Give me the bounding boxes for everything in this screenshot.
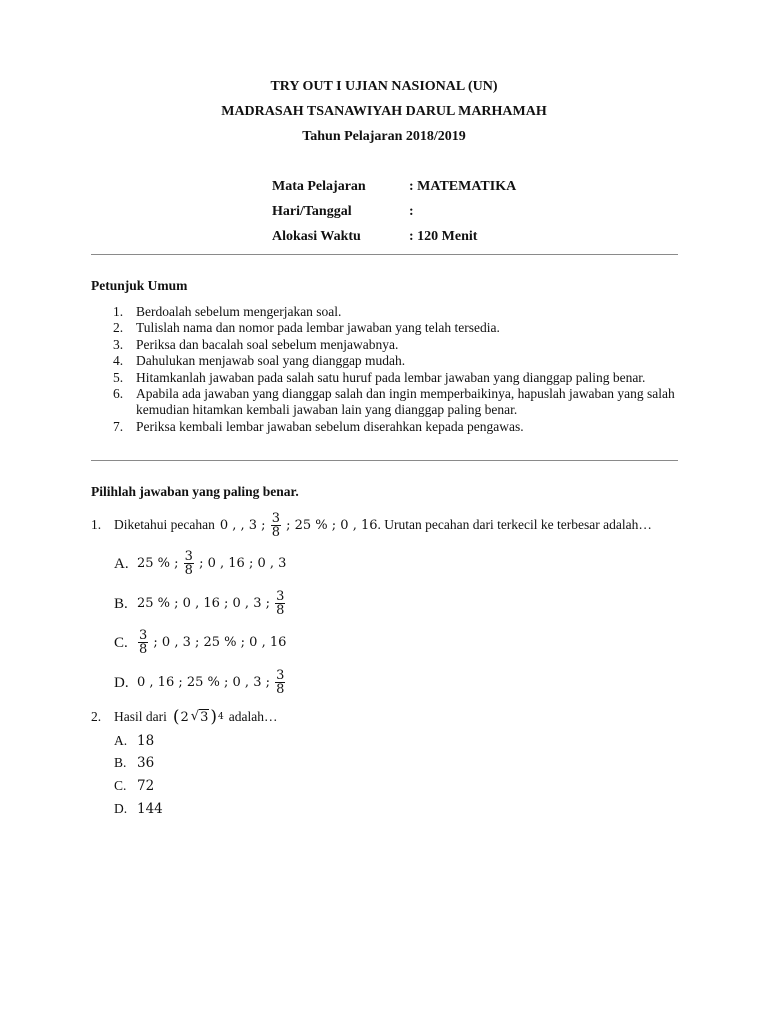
- instructions-heading: Petunjuk Umum: [91, 278, 188, 293]
- item-number: 2.: [113, 320, 124, 336]
- item-number: 1.: [113, 304, 124, 319]
- item-number: 7.: [113, 418, 124, 434]
- fraction-denominator: 8: [184, 562, 193, 578]
- fraction-denominator: 8: [271, 524, 280, 540]
- item-text: Tulislah nama dan nomor pada lembar jawaban yang telah tersedia.: [136, 320, 500, 336]
- square-root: [189, 709, 210, 725]
- list-item: [113, 304, 683, 320]
- option-letter: B.: [114, 755, 127, 770]
- info-value: : 120 Menit: [409, 229, 478, 244]
- option-letter: C.: [114, 635, 128, 651]
- instructions-list: [113, 304, 683, 435]
- radicand: 3: [200, 710, 209, 725]
- option-letter: A.: [114, 556, 129, 572]
- fraction-denominator: 8: [276, 681, 285, 697]
- fraction-numerator: 3: [184, 548, 193, 564]
- math-part: 25 % ;: [137, 555, 183, 571]
- fraction: [138, 629, 148, 656]
- fraction-denominator: 8: [139, 641, 148, 657]
- math-part: ; 25 % ; 0 , 16: [281, 517, 378, 533]
- list-item: [113, 353, 683, 369]
- option-letter: D.: [114, 801, 128, 816]
- item-number: 4.: [113, 353, 124, 369]
- divider-top: [91, 254, 678, 255]
- item-text: Hitamkanlah jawaban pada salah satu huruf pada lembar jawaban yang dianggap paling benar.: [136, 369, 646, 385]
- question-2-text: [114, 706, 277, 728]
- math-part: 0 , 16 ; 25 % ; 0 , 3 ;: [137, 674, 275, 690]
- list-item: [113, 419, 683, 435]
- info-label: Hari/Tanggal: [272, 204, 352, 219]
- item-number: 5.: [113, 369, 124, 385]
- question-suffix: . Urutan pecahan dari terkecil ke terbesar adalah…: [377, 517, 652, 532]
- close-paren: ): [210, 706, 218, 727]
- fraction-numerator: 3: [271, 510, 280, 526]
- option-d-value[interactable]: 144: [137, 801, 163, 817]
- fraction-numerator: 3: [276, 588, 285, 604]
- divider-bottom: [91, 460, 678, 461]
- math-part: ; 0 , 3 ; 25 % ; 0 , 16: [149, 634, 287, 650]
- info-value: :: [409, 204, 414, 219]
- fraction-denominator: 8: [276, 602, 285, 618]
- option-a[interactable]: [137, 547, 286, 579]
- sqrt-icon: √: [190, 709, 200, 724]
- option-c[interactable]: [137, 626, 286, 658]
- school-name: MADRASAH TSANAWIYAH DARUL MARHAMAH: [221, 104, 547, 119]
- list-item: [113, 386, 683, 419]
- question-1-text: [114, 507, 652, 543]
- item-text: Periksa kembali lembar jawaban sebelum diserahkan kepada pengawas.: [136, 418, 524, 434]
- questions-heading: Pilihlah jawaban yang paling benar.: [91, 484, 299, 499]
- list-item: [113, 337, 683, 353]
- coefficient: 2: [180, 709, 189, 725]
- academic-year: Tahun Pelajaran 2018/2019: [302, 129, 466, 144]
- item-text: Dahulukan menjawab soal yang dianggap mudah.: [136, 353, 406, 369]
- open-paren: (: [172, 706, 180, 727]
- option-a-value[interactable]: 18: [137, 733, 155, 749]
- item-number: 6.: [113, 386, 124, 402]
- item-text: Apabila ada jawaban yang dianggap salah dan ingin memperbaikinya, hapuslah jawaban yang salah kemudian hitamkan kembali jawaban lain yang dianggap paling benar.: [136, 386, 675, 418]
- info-label: Mata Pelajaran: [272, 179, 366, 194]
- list-item: [113, 370, 683, 386]
- option-letter: C.: [114, 778, 127, 793]
- item-text: Berdoalah sebelum mengerjakan soal.: [136, 304, 342, 319]
- fraction: [271, 512, 281, 539]
- question-number: 1.: [91, 517, 102, 532]
- math-part: 0 , , 3 ;: [219, 517, 270, 533]
- fraction-numerator: 3: [276, 667, 285, 683]
- question-prefix: Diketahui pecahan: [114, 517, 215, 532]
- option-b[interactable]: [137, 587, 286, 619]
- item-number: 3.: [113, 336, 124, 352]
- option-letter: D.: [114, 675, 129, 691]
- math-part: ; 0 , 16 ; 0 , 3: [194, 555, 287, 571]
- question-suffix: adalah…: [228, 709, 278, 724]
- exponent: 4: [218, 712, 224, 722]
- fraction: [275, 590, 285, 617]
- question-number: 2.: [91, 709, 102, 724]
- option-letter: B.: [114, 596, 128, 612]
- option-d[interactable]: [137, 666, 286, 698]
- exam-title: TRY OUT I UJIAN NASIONAL (UN): [270, 79, 498, 94]
- fraction: [184, 550, 194, 577]
- list-item: [113, 320, 683, 336]
- math-part: 25 % ; 0 , 16 ; 0 , 3 ;: [137, 595, 275, 611]
- option-b-value[interactable]: 36: [137, 755, 155, 771]
- fraction: [275, 669, 285, 696]
- info-label: Alokasi Waktu: [272, 229, 361, 244]
- question-prefix: Hasil dari: [114, 709, 167, 724]
- fraction-numerator: 3: [139, 627, 148, 643]
- option-letter: A.: [114, 733, 128, 748]
- option-c-value[interactable]: 72: [137, 778, 155, 794]
- info-value: : MATEMATIKA: [409, 179, 517, 194]
- item-text: Periksa dan bacalah soal sebelum menjawabnya.: [136, 336, 399, 352]
